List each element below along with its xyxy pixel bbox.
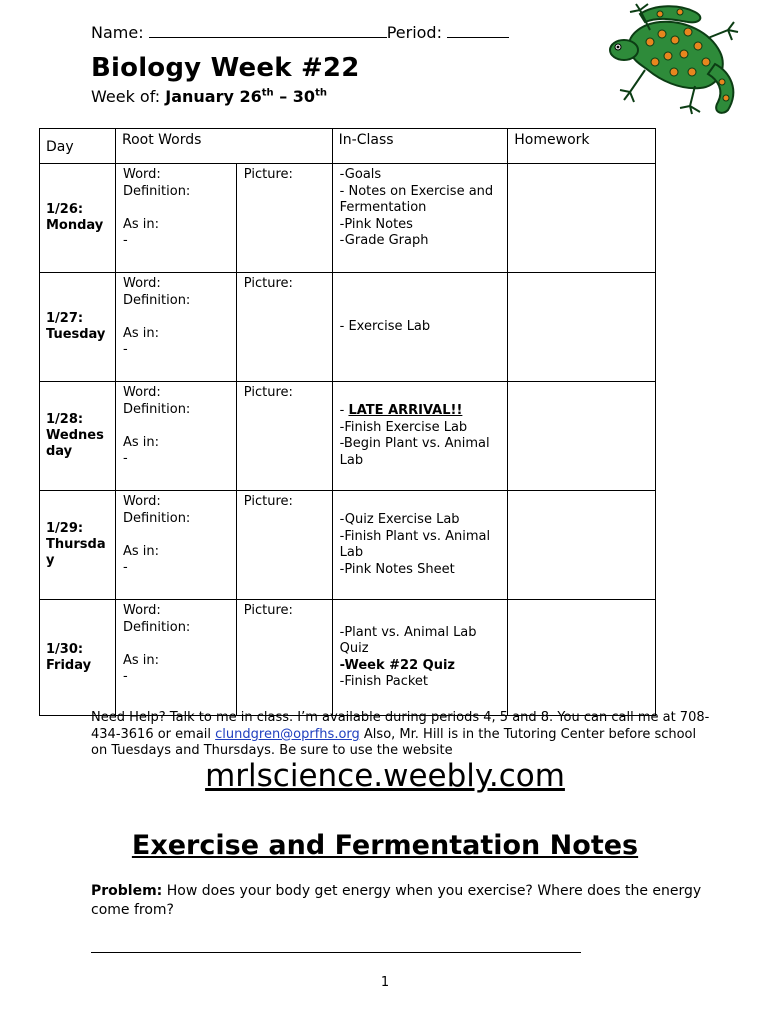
picture-cell[interactable]: Picture: — [236, 600, 332, 716]
root-words-cell[interactable]: Word: Definition: As in: - — [115, 600, 236, 716]
table-row — [40, 164, 656, 273]
table-row — [40, 491, 656, 600]
notes-title: Exercise and Fermentation Notes — [131, 830, 639, 861]
table-row — [40, 600, 656, 716]
day-cell: 1/28: Wednes day — [40, 382, 116, 491]
picture-cell[interactable]: Picture: — [236, 382, 332, 491]
homework-cell[interactable] — [508, 491, 656, 600]
page-number: 1 — [380, 975, 390, 990]
root-words-cell[interactable]: Word: Definition: As in: - — [115, 164, 236, 273]
period-blank[interactable] — [447, 23, 509, 38]
picture-cell[interactable]: Picture: — [236, 164, 332, 273]
late-arrival-notice: LATE ARRIVAL!! — [348, 403, 463, 418]
header-root-words: Root Words — [115, 129, 332, 164]
in-class-cell: - LATE ARRIVAL!! -Finish Exercise Lab -Begin Plant vs. Animal Lab — [332, 382, 508, 491]
in-class-cell: - Exercise Lab — [332, 273, 508, 382]
table-row — [40, 382, 656, 491]
week-range: January 26th – 30th — [165, 87, 327, 106]
name-period-line — [91, 23, 509, 42]
problem-statement: Problem: How does your body get energy when you exercise? Where does the energy come from? — [91, 883, 702, 918]
answer-line[interactable] — [91, 952, 581, 953]
day-cell: 1/26: Monday — [40, 164, 116, 273]
week-quiz-item: -Week #22 Quiz — [339, 657, 455, 673]
homework-cell[interactable] — [508, 600, 656, 716]
in-class-cell: -Quiz Exercise Lab -Finish Plant vs. Animal Lab -Pink Notes Sheet — [332, 491, 508, 600]
root-words-cell[interactable]: Word: Definition: As in: - — [115, 382, 236, 491]
picture-cell[interactable]: Picture: — [236, 491, 332, 600]
week-of-label: Week of: — [91, 87, 161, 106]
week-of — [91, 87, 327, 106]
website-link[interactable]: mrlscience.weebly.com — [205, 758, 565, 794]
period-label: Period: — [386, 23, 442, 42]
day-cell: 1/30: Friday — [40, 600, 116, 716]
name-label: Name: — [91, 23, 144, 42]
root-words-cell[interactable]: Word: Definition: As in: - — [115, 491, 236, 600]
email-link[interactable]: clundgren@oprfhs.org — [215, 726, 360, 742]
root-words-cell[interactable]: Word: Definition: As in: - — [115, 273, 236, 382]
schedule-table — [39, 128, 656, 716]
day-cell: 1/29: Thursda y — [40, 491, 116, 600]
homework-cell[interactable] — [508, 164, 656, 273]
gecko-icon — [600, 2, 750, 117]
table-header-row — [40, 129, 656, 164]
header-in-class: In-Class — [332, 129, 508, 164]
help-paragraph: Need Help? Talk to me in class. I’m available during periods 4, 5 and 8. You can call me at 708-434-3616 or email clundgren@oprfhs.org Also, Mr. Hill is in the Tutoring Center before school on Tuesdays and Thursdays. Be sure to use the website — [91, 710, 710, 758]
name-blank[interactable] — [149, 23, 387, 38]
homework-cell[interactable] — [508, 273, 656, 382]
page-title: Biology Week #22 — [91, 53, 360, 83]
day-cell: 1/27: Tuesday — [40, 273, 116, 382]
table-row — [40, 273, 656, 382]
header-homework: Homework — [508, 129, 656, 164]
picture-cell[interactable]: Picture: — [236, 273, 332, 382]
in-class-cell: -Goals - Notes on Exercise and Fermentation -Pink Notes -Grade Graph — [332, 164, 508, 273]
homework-cell[interactable] — [508, 382, 656, 491]
header-day: Day — [40, 129, 116, 164]
in-class-cell: -Plant vs. Animal Lab Quiz -Week #22 Quiz -Finish Packet — [332, 600, 508, 716]
problem-label: Problem: — [91, 883, 163, 899]
